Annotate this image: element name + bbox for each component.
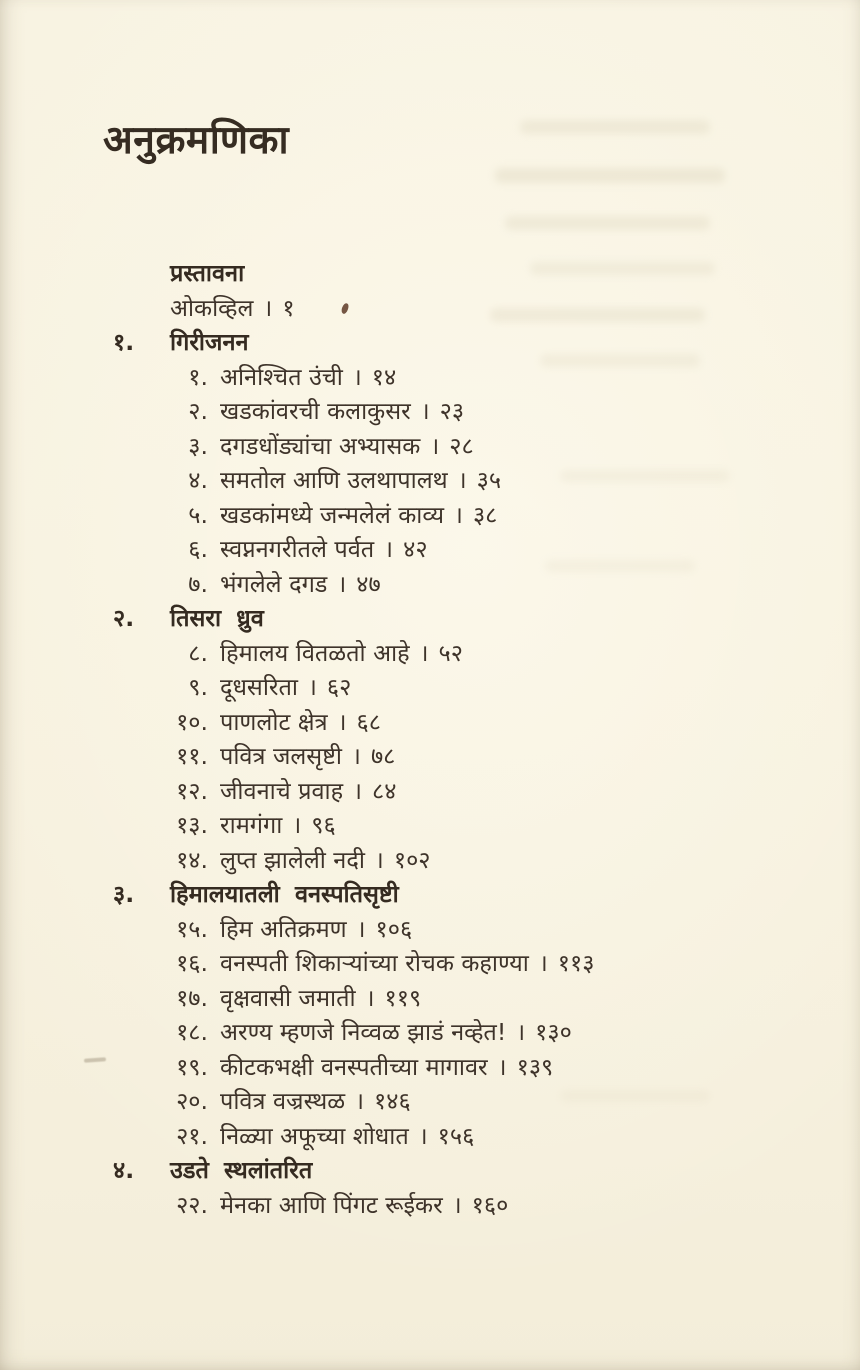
danda-separator: । xyxy=(337,569,347,598)
bleed-streak xyxy=(495,168,725,183)
entry-page-number: १४६ xyxy=(374,1087,411,1115)
stray-pencil-mark xyxy=(84,1057,106,1063)
danda-separator: । xyxy=(538,949,548,977)
danda-separator: । xyxy=(374,845,384,874)
toc-entry-row xyxy=(112,981,772,1016)
entry-title: वनस्पती शिकाऱ्यांच्या रोचक कहाण्या xyxy=(220,949,529,977)
entry-number: १. xyxy=(188,362,208,391)
entry-page-number: १५६ xyxy=(437,1121,475,1150)
entry-title: अरण्य म्हणजे निव्वळ झाडं नव्हेत! xyxy=(220,1018,507,1046)
toc-section-row xyxy=(112,256,772,291)
entry-number: १२. xyxy=(176,776,208,805)
toc-entry-row xyxy=(112,1188,772,1223)
entry-title: समतोल आणि उलथापालथ xyxy=(220,466,448,494)
toc-entry-row xyxy=(112,705,772,740)
entry-number: १८. xyxy=(176,1018,208,1046)
entry-page-number: २८ xyxy=(449,431,474,460)
toc-section-row xyxy=(112,1153,772,1188)
toc-entry-row xyxy=(112,1119,772,1154)
entry-number: ११. xyxy=(176,742,208,770)
toc-entry-row xyxy=(112,670,772,705)
entry-number: २०. xyxy=(176,1087,208,1115)
toc-entry-row xyxy=(112,360,772,395)
toc-entry-row xyxy=(112,394,772,429)
entry-title: पाणलोट क्षेत्र xyxy=(220,707,328,736)
toc-section-row xyxy=(112,601,772,636)
section-number: २. xyxy=(113,604,135,632)
section-title: उडते स्थलांतरित xyxy=(170,1156,313,1184)
section-number: ४. xyxy=(113,1156,135,1184)
toc-entry-row xyxy=(112,774,772,809)
danda-separator: । xyxy=(384,535,394,563)
bleed-streak xyxy=(520,120,710,134)
toc-section-row xyxy=(112,325,772,360)
toc-entry-row xyxy=(112,1084,772,1119)
entry-page-number: १४ xyxy=(371,362,397,391)
entry-page-number: १ xyxy=(282,293,295,322)
toc-entry-row xyxy=(112,739,772,774)
toc-entry-row xyxy=(112,532,772,567)
entry-title: दगडधोंड्यांचा अभ्यासक xyxy=(220,431,421,460)
toc-section-row xyxy=(112,877,772,912)
danda-separator: । xyxy=(516,1018,526,1046)
toc-entry-row xyxy=(112,946,772,981)
entry-page-number: ३८ xyxy=(472,500,498,529)
danda-separator: । xyxy=(419,638,429,667)
entry-number: ६. xyxy=(188,535,208,563)
entry-number: १५. xyxy=(176,914,208,943)
entry-page-number: ११३ xyxy=(557,949,595,977)
section-title: तिसरा ध्रुव xyxy=(170,604,264,632)
entry-title: पवित्र वज्रस्थळ xyxy=(220,1087,346,1115)
toc-entry-row xyxy=(112,843,772,878)
entry-number: ४. xyxy=(188,466,208,494)
danda-separator: । xyxy=(454,500,463,529)
entry-page-number: २३ xyxy=(439,397,465,425)
toc-entry-row xyxy=(112,498,772,533)
entry-number: १६. xyxy=(176,949,208,977)
entry-title: खडकांवरची कलाकुसर xyxy=(220,397,411,425)
danda-separator: । xyxy=(356,914,366,943)
entry-number: १९. xyxy=(176,1052,208,1081)
entry-title: स्वप्ननगरीतले पर्वत xyxy=(220,535,375,563)
entry-title: अनिश्चित उंची xyxy=(220,362,343,391)
entry-page-number: ४२ xyxy=(403,535,428,563)
entry-number: ८. xyxy=(188,638,208,667)
entry-page-number: ८४ xyxy=(372,776,397,805)
danda-separator: । xyxy=(420,397,430,425)
entry-number: १४. xyxy=(176,845,208,874)
entry-number: १७. xyxy=(176,983,208,1012)
bleed-streak xyxy=(505,216,710,230)
entry-title: दूधसरिता xyxy=(220,673,298,701)
toc-entry-row xyxy=(112,567,772,602)
entry-page-number: ११९ xyxy=(384,983,422,1012)
danda-separator: । xyxy=(418,1121,428,1150)
toc-entry-row xyxy=(112,808,772,843)
danda-separator: । xyxy=(355,1087,365,1115)
entry-number: ५. xyxy=(188,500,208,529)
entry-title: रामगंगा xyxy=(220,811,283,839)
entry-number: ३. xyxy=(188,431,208,460)
entry-page-number: १०२ xyxy=(393,845,431,874)
entry-page-number: ५२ xyxy=(438,638,463,667)
section-title: हिमालयातली वनस्पतिसृष्टी xyxy=(170,880,399,908)
entry-title: खडकांमध्ये जन्मलेलं काव्य xyxy=(220,500,445,529)
entry-number: २. xyxy=(188,397,208,425)
entry-title: हिमालय वितळतो आहे xyxy=(220,638,410,667)
entry-title: पवित्र जलसृष्टी xyxy=(220,742,343,770)
danda-separator: । xyxy=(308,673,317,701)
danda-separator: । xyxy=(452,1190,462,1219)
danda-separator: । xyxy=(353,776,363,805)
entry-title: हिम अतिक्रमण xyxy=(220,914,347,943)
entry-number: २२. xyxy=(176,1190,208,1219)
entry-title: भंगलेले दगड xyxy=(220,569,328,598)
danda-separator: । xyxy=(337,707,347,736)
entry-title: वृक्षवासी जमाती xyxy=(220,983,356,1012)
entry-number: १०. xyxy=(176,707,208,736)
danda-separator: । xyxy=(292,811,302,839)
entry-page-number: १३९ xyxy=(516,1052,554,1081)
entry-title: जीवनाचे प्रवाह xyxy=(220,776,344,805)
toc-entry-row xyxy=(112,429,772,464)
section-number: १. xyxy=(113,328,135,356)
page-title: अनुक्रमणिका xyxy=(103,118,290,163)
entry-page-number: १६० xyxy=(471,1190,509,1219)
danda-separator: । xyxy=(365,983,375,1012)
danda-separator: । xyxy=(457,466,467,494)
danda-separator: । xyxy=(352,742,361,770)
danda-separator: । xyxy=(263,293,273,322)
toc-entry-row xyxy=(112,1050,772,1085)
section-title: प्रस्तावना xyxy=(170,259,245,287)
entry-number: ७. xyxy=(188,569,208,598)
entry-title: ओकव्हिल xyxy=(170,293,254,322)
toc-entry-row xyxy=(112,636,772,671)
entry-page-number: ४७ xyxy=(356,569,381,598)
section-number: ३. xyxy=(113,880,135,908)
entry-title: मेनका आणि पिंगट रूईकर xyxy=(220,1190,443,1219)
entry-number: ९. xyxy=(188,673,208,701)
entry-page-number: ९६ xyxy=(311,811,336,839)
toc-entry-row xyxy=(112,291,772,326)
entry-page-number: ६२ xyxy=(326,673,352,701)
danda-separator: । xyxy=(352,362,362,391)
entry-page-number: १३० xyxy=(535,1018,572,1046)
entry-title: निळ्या अफूच्या शोधात xyxy=(220,1121,409,1150)
danda-separator: । xyxy=(430,431,440,460)
entry-title: लुप्त झालेली नदी xyxy=(220,845,365,874)
section-title: गिरीजनन xyxy=(170,328,249,356)
toc-entry-row xyxy=(112,912,772,947)
danda-separator: । xyxy=(497,1052,507,1081)
entry-number: २१. xyxy=(176,1121,208,1150)
entry-page-number: १०६ xyxy=(375,914,413,943)
toc-entry-row xyxy=(112,1015,772,1050)
entry-title: कीटकभक्षी वनस्पतीच्या मागावर xyxy=(220,1052,488,1081)
entry-page-number: ७८ xyxy=(370,742,396,770)
toc-entry-row xyxy=(112,463,772,498)
entry-number: १३. xyxy=(176,811,208,839)
toc-list xyxy=(112,256,772,1222)
entry-page-number: ३५ xyxy=(476,466,502,494)
entry-page-number: ६८ xyxy=(356,707,381,736)
